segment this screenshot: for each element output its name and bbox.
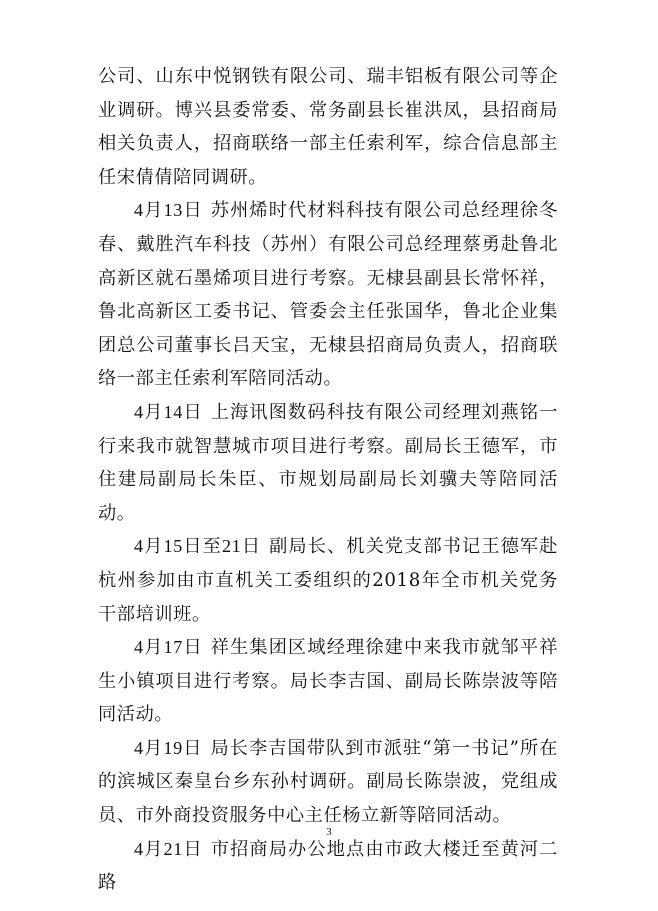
paragraph-date: 4月13日 (134, 200, 203, 221)
paragraph-apr17 (98, 631, 558, 732)
paragraph-text: 市招商局办公地点由市政大楼迁至黄河二路 (98, 838, 558, 894)
paragraph-date: 4月21日 (134, 838, 203, 859)
paragraph-text: 苏州烯时代材料科技有限公司总经理徐冬春、戴胜汽车科技（苏州）有限公司总经理蔡勇赴鲁北高新区就石墨烯项目进行考察。无棣县副县长常怀祥，鲁北高新区工委书记、管委会主任张国华，鲁北企业集团总公司董事长吕天宝，无棣县招商局负责人，招商联络一部主任索利军陪同活动。 (98, 200, 558, 390)
paragraph-apr13 (98, 194, 558, 396)
paragraph-apr15-21 (98, 530, 558, 631)
paragraph-text: 副局长、机关党支部书记王德军赴杭州参加由市直机关工委组织的2018年全市机关党务干部培训班。 (98, 536, 558, 625)
paragraph-apr19 (98, 732, 558, 833)
paragraph-apr21 (98, 833, 558, 900)
paragraph-text: 局长李吉国带队到市派驻“第一书记”所在的滨城区秦皇台乡东孙村调研。副局长陈崇波，党组成员、市外商投资服务中心主任杨立新等陪同活动。 (98, 737, 558, 827)
paragraph-date: 4月19日 (134, 737, 203, 758)
page-number: 3 (326, 826, 332, 838)
paragraph-continuation (98, 60, 558, 194)
document-body (98, 60, 558, 900)
paragraph-text: 祥生集团区域经理徐建中来我市就邹平祥生小镇项目进行考察。局长李吉国、副局长陈崇波等陪同活动。 (98, 637, 558, 726)
paragraph-date: 4月15日至21日 (134, 536, 262, 557)
paragraph-text: 公司、山东中悦钢铁有限公司、瑞丰铝板有限公司等企业调研。博兴县委常委、常务副县长崔洪凤，县招商局相关负责人，招商联络一部主任索利军，综合信息部主任宋倩倩陪同调研。 (98, 66, 558, 188)
paragraph-text: 上海讯图数码科技有限公司经理刘燕铭一行来我市就智慧城市项目进行考察。副局长王德军，市住建局副局长朱臣、市规划局副局长刘骥夫等陪同活动。 (98, 401, 558, 524)
paragraph-date: 4月14日 (134, 401, 203, 422)
paragraph-date: 4月17日 (134, 637, 203, 658)
paragraph-apr14 (98, 396, 558, 530)
